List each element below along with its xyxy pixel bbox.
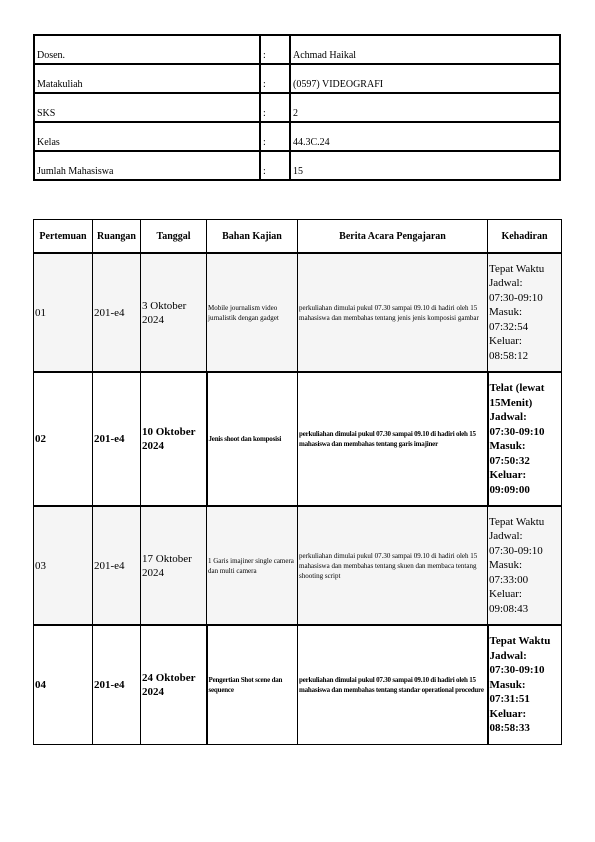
schedule-header-row [34, 220, 562, 254]
meeting-number: 01 [34, 253, 93, 372]
date-cell: 17 Oktober 2024 [141, 506, 207, 625]
attendance-line: 07:50:32 [489, 454, 530, 467]
header-ruangan: Ruangan [93, 220, 141, 254]
attendance-line: Jadwal: [489, 411, 527, 423]
attendance-line: 07:30-09:10 [489, 544, 543, 557]
attendance-line: Masuk: [489, 306, 522, 319]
topic-cell: Jenis shoot dan komposisi [207, 372, 298, 506]
room-cell: 201-e4 [93, 625, 141, 744]
topic-cell: Pengertian Shot scene dan sequence [207, 625, 298, 744]
meeting-number: 04 [34, 625, 93, 744]
room-cell: 201-e4 [93, 506, 141, 625]
table-row [34, 372, 562, 506]
info-label: Kelas [34, 122, 260, 151]
info-value: Achmad Haikal [290, 35, 560, 64]
table-row [34, 506, 562, 625]
info-row-kelas [34, 122, 560, 151]
info-value: 2 [290, 93, 560, 122]
meeting-number: 03 [34, 506, 93, 625]
topic-cell: 1 Garis imajiner single camera dan multi camera [207, 506, 298, 625]
attendance-line: 07:30-09:10 [489, 291, 543, 304]
info-label: SKS [34, 93, 260, 122]
info-value: 44.3C.24 [290, 122, 560, 151]
attendance-line: Tepat Waktu [489, 515, 545, 528]
info-separator: : [260, 122, 290, 151]
header-berita-acara: Berita Acara Pengajaran [298, 220, 488, 254]
attendance-line: 07:30-09:10 [489, 664, 545, 676]
meeting-number: 02 [34, 372, 93, 506]
info-label: Jumlah Mahasiswa [34, 151, 260, 180]
attendance-line: 09:08:43 [489, 602, 529, 615]
attendance-line: Jadwal: [489, 277, 523, 290]
info-row-jumlah-mahasiswa [34, 151, 560, 180]
minutes-cell: perkuliahan dimulai pukul 07.30 sampai 09.10 di hadiri oleh 15 mahasiswa dan membahas tentang standar operational procedure [298, 625, 488, 744]
info-separator: : [260, 64, 290, 93]
minutes-cell: perkuliahan dimulai pukul 07.30 sampai 09.10 di hadiri oleh 15 mahasiswa dan membahas tentang garis imajiner [298, 372, 488, 506]
info-label: Dosen. [34, 35, 260, 64]
attendance-cell [488, 625, 562, 744]
attendance-line: 09:09:00 [489, 483, 530, 496]
attendance-line: 07:31:51 [489, 693, 530, 705]
info-value: (0597) VIDEOGRAFI [290, 64, 560, 93]
header-tanggal: Tanggal [141, 220, 207, 254]
minutes-cell: perkuliahan dimulai pukul 07.30 sampai 09.10 di hadiri oleh 15 mahasiswa dan membahas tentang skuen dan membaca tentang shooting script [298, 506, 488, 625]
date-cell: 24 Oktober 2024 [141, 625, 207, 744]
attendance-line: 07:30-09:10 [489, 425, 545, 438]
attendance-line: Keluar: [489, 469, 527, 481]
attendance-line: Keluar: [489, 707, 527, 720]
attendance-line: Masuk: [489, 440, 526, 452]
info-label: Matakuliah [34, 64, 260, 93]
info-row-matakuliah [34, 64, 560, 93]
info-row-sks [34, 93, 560, 122]
room-cell: 201-e4 [93, 372, 141, 506]
attendance-line: 07:32:54 [489, 320, 529, 333]
course-info-table [33, 34, 561, 181]
attendance-line: Keluar: [489, 588, 522, 601]
date-cell: 10 Oktober 2024 [141, 372, 207, 506]
info-value: 15 [290, 151, 560, 180]
header-pertemuan: Pertemuan [34, 220, 93, 254]
room-cell: 201-e4 [93, 253, 141, 372]
topic-cell: Mobile journalism video jurnalistik dengan gadget [207, 253, 298, 372]
attendance-line: Tepat Waktu [489, 262, 545, 275]
minutes-cell: perkuliahan dimulai pukul 07.30 sampai 09.10 di hadiri oleh 15 mahasiswa dan membahas tentang jenis jenis komposisi gambar [298, 253, 488, 372]
attendance-line: 15Menit) [489, 396, 533, 409]
table-row [34, 625, 562, 744]
attendance-cell [488, 506, 562, 625]
attendance-line: 08:58:12 [489, 349, 529, 362]
info-separator: : [260, 35, 290, 64]
attendance-line: Keluar: [489, 335, 522, 348]
attendance-line: Masuk: [489, 559, 522, 572]
header-bahan-kajian: Bahan Kajian [207, 220, 298, 254]
header-kehadiran: Kehadiran [488, 220, 562, 254]
info-row-dosen [34, 35, 560, 64]
attendance-cell [488, 253, 562, 372]
table-row [34, 253, 562, 372]
info-separator: : [260, 151, 290, 180]
attendance-line: 08:58:33 [489, 722, 530, 734]
attendance-line: Tepat Waktu [489, 635, 551, 647]
attendance-cell [488, 372, 562, 506]
attendance-line: 07:33:00 [489, 573, 529, 586]
attendance-line: Masuk: [489, 678, 526, 691]
attendance-line: Jadwal: [489, 530, 523, 543]
info-separator: : [260, 93, 290, 122]
attendance-line: Jadwal: [489, 649, 527, 662]
date-cell: 3 Oktober 2024 [141, 253, 207, 372]
schedule-table [33, 219, 562, 745]
attendance-line: Telat (lewat [489, 382, 545, 394]
